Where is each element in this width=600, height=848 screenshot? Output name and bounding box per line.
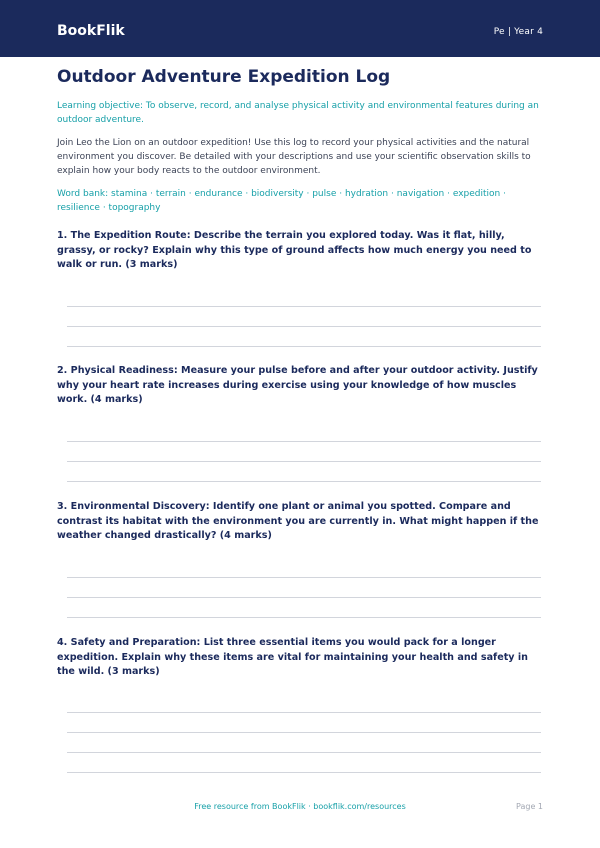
learning-objective: Learning objective: To observe, record, and analyse physical activity and environmental features during an outdoor adventure. <box>57 101 539 125</box>
question-1: 1. The Expedition Route: Describe the terrain you explored today. Was it flat, hilly, grassy, or rocky? Explain why this type of ground affects how much energy you need to walk or run. (3 marks) <box>57 230 532 271</box>
subject-year-label: Pe | Year 4 <box>493 27 543 37</box>
answer-line[interactable] <box>67 306 541 307</box>
footer-credit: Free resource from BookFlik · bookflik.com/resources <box>194 802 406 811</box>
answer-line[interactable] <box>67 326 541 327</box>
answer-line[interactable] <box>67 752 541 753</box>
question-3: 3. Environmental Discovery: Identify one plant or animal you spotted. Compare and contrast its habitat with the environment you are currently in. What might happen if the weather changed drastically? (4 marks) <box>57 501 539 542</box>
page-title: Outdoor Adventure Expedition Log <box>57 67 391 87</box>
page-number: Page 1 <box>516 802 543 811</box>
answer-line[interactable] <box>67 577 541 578</box>
answer-line[interactable] <box>67 732 541 733</box>
word-bank: Word bank: stamina · terrain · endurance · biodiversity · pulse · hydration · navigation · expedition · resilience · topography <box>57 189 506 213</box>
answer-line[interactable] <box>67 772 541 773</box>
answer-line[interactable] <box>67 481 541 482</box>
answer-line[interactable] <box>67 712 541 713</box>
brand-logo: BookFlik <box>57 23 125 39</box>
answer-line[interactable] <box>67 461 541 462</box>
question-2: 2. Physical Readiness: Measure your pulse before and after your outdoor activity. Justify why your heart rate increases during exercise using your knowledge of how muscles work. (4 marks) <box>57 365 538 406</box>
questions-section <box>57 0 544 848</box>
question-4: 4. Safety and Preparation: List three essential items you would pack for a longer expedition. Explain why these items are vital for maintaining your health and safety in the wild. (3 marks) <box>57 637 529 678</box>
answer-line[interactable] <box>67 441 541 442</box>
answer-line[interactable] <box>67 617 541 618</box>
answer-line[interactable] <box>67 346 541 347</box>
answer-line[interactable] <box>67 597 541 598</box>
intro-paragraph: Join Leo the Lion on an outdoor expedition! Use this log to record your physical activities and the natural environment you discover. Be detailed with your descriptions and use your scientific observation skills to explain how your body reacts to the outdoor environment. <box>57 138 531 176</box>
